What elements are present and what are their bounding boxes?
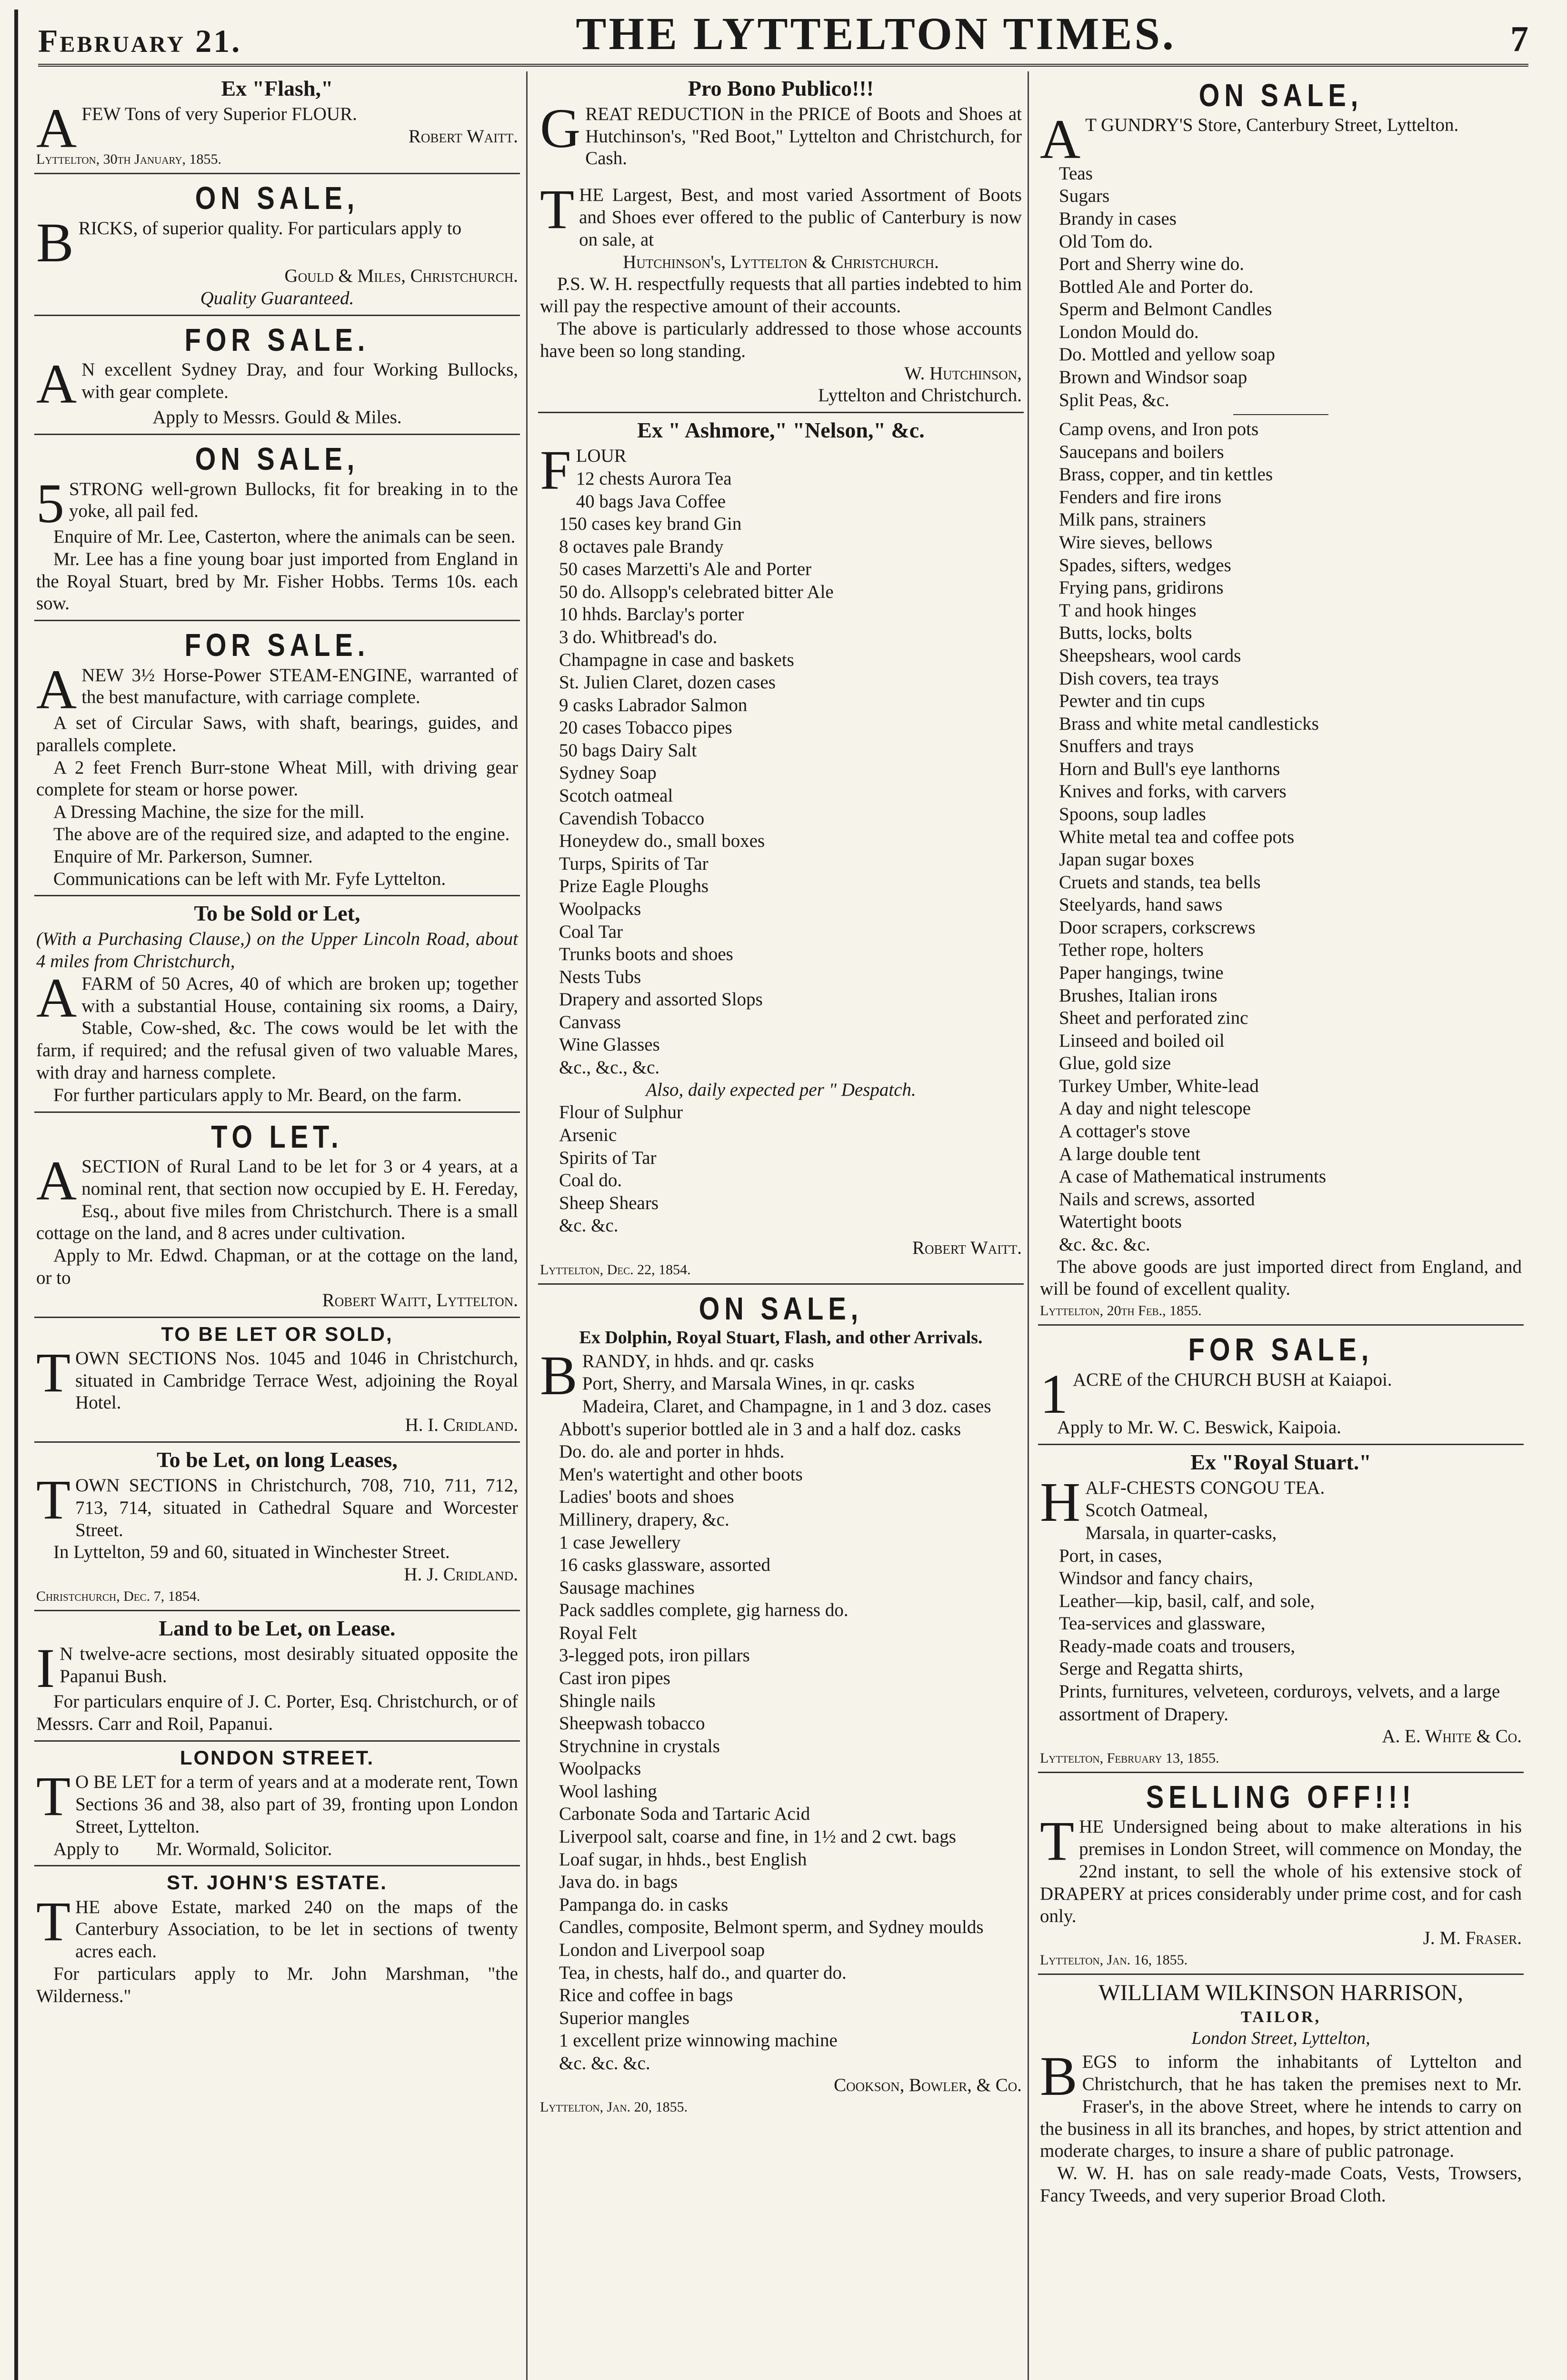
- list-item: A case of Mathematical instruments: [1059, 1166, 1327, 1187]
- ad-heading: Ex "Royal Stuart.": [1190, 1449, 1371, 1474]
- ad-body: N excellent Sydney Dray, and four Working Bullocks, with gear complete.: [81, 359, 518, 402]
- drop-cap: T: [1040, 1810, 1075, 1873]
- drop-cap: A: [36, 353, 77, 416]
- list-item: Woolpacks: [559, 1758, 641, 1779]
- list-item: Wire sieves, bellows: [1059, 532, 1213, 553]
- ad-bricks: [34, 174, 520, 316]
- list-item: Saucepans and boilers: [1059, 441, 1224, 462]
- list-item: Sperm and Belmont Candles: [1059, 299, 1272, 320]
- ad-paragraph: The above goods are just imported direct from England, and will be found of excellent quality.: [1040, 1256, 1522, 1299]
- list-item: Champagne in case and baskets: [559, 649, 794, 670]
- ad-body: N twelve-acre sections, most desirably situated opposite the Papanui Bush.: [60, 1643, 518, 1686]
- ad-paragraph: For particulars apply to Mr. John Marshman, "the Wilderness.": [36, 1964, 518, 2006]
- drop-cap: T: [36, 1468, 71, 1531]
- ad-list-first: ALF-CHESTS CONGOU TEA.: [1085, 1477, 1325, 1498]
- list-item: Pewter and tin cups: [1059, 691, 1205, 712]
- list-item: Men's watertight and other boots: [559, 1464, 803, 1485]
- ad-paragraph: A Dressing Machine, the size for the mill.: [53, 802, 365, 823]
- list-item: 1 case Jewellery: [559, 1532, 681, 1553]
- page-number: 7: [1510, 19, 1528, 59]
- ad-also: Also, daily expected per " Despatch.: [646, 1079, 916, 1100]
- list-item: Split Peas, &c.: [1059, 389, 1169, 410]
- list-item: Brushes, Italian irons: [1059, 985, 1218, 1006]
- column-divider: [1028, 71, 1029, 2380]
- list-item: Loaf sugar, in hhds., best English: [559, 1849, 807, 1870]
- list-item: Coal do.: [559, 1170, 622, 1191]
- list-item: Glue, gold size: [1059, 1053, 1171, 1074]
- ad-signature: J. M. Fraser.: [1423, 1928, 1522, 1949]
- column-2: [538, 71, 1024, 2380]
- drop-cap: I: [36, 1636, 55, 1699]
- ad-heading: TO BE LET OR SOLD,: [161, 1322, 393, 1345]
- ad-selling-off: [1038, 1773, 1524, 1975]
- drop-cap: F: [540, 439, 571, 502]
- masthead: [38, 8, 1528, 67]
- list-item: Dish covers, tea trays: [1059, 668, 1219, 689]
- list-item: 10 hhds. Barclay's porter: [559, 604, 744, 625]
- list-item: 9 casks Labrador Salmon: [559, 694, 748, 715]
- list-item: Horn and Bull's eye lanthorns: [1059, 758, 1280, 779]
- list-item: Sugars: [1059, 186, 1110, 207]
- list-item: Flour of Sulphur: [559, 1102, 683, 1123]
- ad-body: FEW Tons of very Superior FLOUR.: [81, 103, 357, 124]
- ad-signature: Cookson, Bowler, & Co.: [834, 2075, 1022, 2096]
- ad-subheading: London Street, Lyttelton,: [1191, 2028, 1370, 2049]
- ad-paragraph: Communications can be left with Mr. Fyfe Lyttelton.: [53, 868, 446, 889]
- list-item: 12 chests Aurora Tea: [576, 468, 732, 489]
- drop-cap: 5: [36, 472, 64, 535]
- ad-subheading: (With a Purchasing Clause,) on the Upper Lincoln Road, about 4 miles from Christchurch,: [36, 929, 518, 972]
- ad-date: Lyttelton, Jan. 20, 1855.: [540, 2099, 688, 2115]
- list-item: Scotch Oatmeal,: [1085, 1500, 1208, 1521]
- ad-heading: ON SALE,: [1198, 77, 1363, 113]
- ad-paragraph: In Lyttelton, 59 and 60, situated in Winchester Street.: [53, 1542, 450, 1563]
- list-item: Sausage machines: [559, 1577, 695, 1598]
- list-item: Sheep Shears: [559, 1192, 659, 1213]
- list-item: Camp ovens, and Iron pots: [1059, 419, 1259, 440]
- ad-london-street: [34, 1742, 520, 1866]
- ad-body: STRONG well-grown Bullocks, fit for breaking in to the yoke, all pail fed.: [69, 478, 518, 522]
- list-item: 8 octaves pale Brandy: [559, 536, 724, 557]
- list-item: Cruets and stands, tea bells: [1059, 872, 1261, 892]
- ad-st-johns-estate: [34, 1866, 520, 2012]
- ad-paragraph: Mr. Lee has a fine young boar just imported from England in the Royal Stuart, bred by Mr. Fisher Hobbs. Terms 10s. each sow.: [36, 548, 518, 614]
- list-item: Millinery, drapery, &c.: [559, 1509, 729, 1530]
- ad-signature: Lyttelton and Christchurch.: [818, 385, 1022, 406]
- list-item: Old Tom do.: [1059, 231, 1153, 252]
- ad-body: T GUNDRY'S Store, Canterbury Street, Lyttelton.: [1085, 115, 1459, 136]
- ad-paragraph: For further particulars apply to Mr. Beard, on the farm.: [53, 1084, 462, 1105]
- list-item: Drapery and assorted Slops: [559, 989, 763, 1010]
- left-margin-rule: [14, 10, 18, 2380]
- drop-cap: T: [36, 1765, 71, 1828]
- ad-date: Lyttelton, Jan. 16, 1855.: [1040, 1952, 1188, 1968]
- ad-farm: [34, 896, 520, 1112]
- drop-cap: A: [1040, 108, 1081, 171]
- newspaper-title: THE LYTTELTON TIMES.: [576, 8, 1176, 59]
- drop-cap: H: [1040, 1470, 1081, 1533]
- ad-date: Lyttelton, 20th Feb., 1855.: [1040, 1303, 1202, 1319]
- list-item: Woolpacks: [559, 898, 641, 919]
- ad-body: HE Undersigned being about to make alterations in his premises in London Street, will commence on Monday, the 22nd instant, to sell the whole of his extensive stock of DRAPERY at prices considerably under prime cost, and for cash only.: [1040, 1816, 1522, 1926]
- ad-body: OWN SECTIONS in Christchurch, 708, 710, 711, 712, 713, 714, situated in Cathedral Square and Worcester Street.: [75, 1475, 518, 1540]
- drop-cap: A: [36, 966, 77, 1029]
- list-item: London Mould do.: [1059, 321, 1199, 342]
- list-item: 50 cases Marzetti's Ale and Porter: [559, 559, 812, 580]
- list-item: T and hook hinges: [1059, 600, 1197, 621]
- list-item: Tea, in chests, half do., and quarter do.: [559, 1962, 847, 1983]
- list-item: Bottled Ale and Porter do.: [1059, 276, 1254, 297]
- list-item: Turkey Umber, White-lead: [1059, 1075, 1259, 1096]
- list-item: Brown and Windsor soap: [1059, 367, 1248, 387]
- ad-apply: Apply to Mr. Wormald, Solicitor.: [53, 1838, 332, 1859]
- list-item: Serge and Regatta shirts,: [1059, 1658, 1244, 1679]
- goods-list: [1040, 162, 1522, 411]
- ad-date: Lyttelton, Dec. 22, 1854.: [540, 1261, 691, 1278]
- drop-cap: T: [36, 1890, 71, 1953]
- ad-signature: Robert Waitt, Lyttelton.: [322, 1289, 518, 1310]
- list-item: Nests Tubs: [559, 966, 641, 987]
- list-item: Sydney Soap: [559, 763, 657, 783]
- list-item: Butts, locks, bolts: [1059, 623, 1192, 644]
- drop-cap: 1: [1040, 1362, 1068, 1425]
- goods-list: [540, 1101, 1022, 1237]
- ad-royal-stuart: [1038, 1445, 1524, 1773]
- list-item: 1 excellent prize winnowing machine: [559, 2030, 838, 2051]
- ad-body: REAT REDUCTION in the PRICE of Boots and Shoes at Hutchinson's, "Red Boot," Lyttelton and Christchurch, for Cash.: [585, 103, 1022, 169]
- list-item: 3 do. Whitbread's do.: [559, 626, 718, 647]
- ad-heading: Ex "Flash,": [221, 76, 333, 100]
- list-item: Watertight boots: [1059, 1211, 1182, 1232]
- list-item: Madeira, Claret, and Champagne, in 1 and 3 doz. cases: [582, 1396, 991, 1417]
- ad-signature: Robert Waitt.: [912, 1237, 1022, 1258]
- ad-dolphin-arrivals: [538, 1285, 1024, 2121]
- ad-heading: To be Sold or Let,: [194, 901, 360, 926]
- list-item: Ladies' boots and shoes: [559, 1487, 734, 1507]
- list-item: Teas: [1059, 163, 1093, 184]
- list-item: London and Liverpool soap: [559, 1939, 765, 1960]
- list-item: Port, Sherry, and Marsala Wines, in qr. casks: [582, 1373, 915, 1394]
- ad-heading: ON SALE,: [195, 179, 359, 216]
- list-item: 3-legged pots, iron pillars: [559, 1645, 750, 1666]
- ad-bullocks: [34, 435, 520, 621]
- list-item: Candles, composite, Belmont sperm, and Sydney moulds: [559, 1917, 984, 1938]
- ad-ashmore-nelson: [538, 413, 1024, 1284]
- ad-heading: Ex " Ashmore," "Nelson," &c.: [637, 418, 925, 443]
- list-item: Spades, sifters, wedges: [1059, 555, 1231, 575]
- list-item: Ready-made coats and trousers,: [1059, 1636, 1295, 1656]
- list-item: 150 cases key brand Gin: [559, 514, 742, 535]
- ad-paragraph: W. W. H. has on sale ready-made Coats, Vests, Trowsers, Fancy Tweeds, and very superior Broad Cloth.: [1040, 2163, 1522, 2206]
- ad-town-sections-sold: [34, 1318, 520, 1443]
- list-item: Liverpool salt, coarse and fine, in 1½ and 2 cwt. bags: [559, 1826, 956, 1847]
- ad-paragraph: For particulars enquire of J. C. Porter, Esq. Christchurch, or of Messrs. Carr and Roil, Papanui.: [36, 1691, 518, 1735]
- list-item: Snuffers and trays: [1059, 736, 1194, 757]
- drop-cap: B: [540, 1344, 578, 1407]
- goods-list: [540, 467, 1022, 1079]
- ad-heading: FOR SALE.: [184, 321, 370, 357]
- list-item: Cast iron pipes: [559, 1668, 670, 1688]
- ad-paragraph: HE Largest, Best, and most varied Assortment of Boots and Shoes ever offered to the public of Canterbury is now on sale, at: [579, 185, 1022, 250]
- ad-heading: FOR SALE,: [1188, 1331, 1374, 1368]
- ad-body: FARM of 50 Acres, 40 of which are broken up; together with a substantial House, containing six rooms, a Dairy, Stable, Cow-shed, &c. The cows would be let with the farm, if required; and the refusal given of two valuable Mares, with dray and harness complete.: [36, 973, 518, 1083]
- ad-heading: TO LET.: [211, 1118, 343, 1154]
- ad-heading: LONDON STREET.: [180, 1746, 375, 1769]
- list-item: 20 cases Tobacco pipes: [559, 717, 732, 738]
- list-item: 40 bags Java Coffee: [576, 491, 726, 512]
- list-item: Spoons, soup ladles: [1059, 803, 1206, 824]
- ad-church-bush: [1038, 1326, 1524, 1445]
- ad-flash-flour: [34, 71, 520, 174]
- column-3: [1038, 71, 1524, 2380]
- list-item: Honeydew do., small boxes: [559, 831, 765, 852]
- list-item: Paper hangings, twine: [1059, 962, 1224, 983]
- list-item: &c. &c. &c.: [559, 2053, 650, 2073]
- goods-list: [1040, 1499, 1522, 1726]
- ad-apply: Apply to Messrs. Gould & Miles.: [152, 407, 402, 428]
- list-item: Sheepshears, wool cards: [1059, 645, 1241, 666]
- list-item: Port and Sherry wine do.: [1059, 254, 1244, 275]
- list-item: Tea-services and glassware,: [1059, 1613, 1266, 1634]
- list-item: Trunks boots and shoes: [559, 944, 733, 965]
- ad-body: RICKS, of superior quality. For particulars apply to: [78, 218, 462, 238]
- ad-heading: ON SALE,: [195, 440, 359, 477]
- ad-paragraph: The above are of the required size, and adapted to the engine.: [53, 823, 510, 844]
- list-item: 50 bags Dairy Salt: [559, 740, 697, 761]
- ad-subheading: Ex Dolphin, Royal Stuart, Flash, and other Arrivals.: [579, 1328, 983, 1348]
- list-item: A day and night telescope: [1059, 1098, 1251, 1119]
- goods-list: [1040, 418, 1522, 1256]
- list-item: Port, in cases,: [1059, 1545, 1162, 1566]
- ad-body: HE above Estate, marked 240 on the maps of the Canterbury Association, to be let in sections of twenty acres each.: [75, 1896, 518, 1962]
- ad-body: NEW 3½ Horse-Power STEAM-ENGINE, warranted of the best manufacture, with carriage complete.: [81, 664, 518, 708]
- ad-paragraph: A set of Circular Saws, with shaft, bearings, guides, and parallels complete.: [36, 712, 518, 755]
- ad-date: Lyttelton, 30th January, 1855.: [36, 151, 221, 168]
- list-item: Do. do. ale and porter in hhds.: [559, 1441, 785, 1462]
- ad-signature: W. Hutchinson,: [904, 363, 1022, 384]
- list-item: Marsala, in quarter-casks,: [1085, 1522, 1277, 1543]
- list-item: Japan sugar boxes: [1059, 849, 1194, 870]
- list-item: Pack saddles complete, gig harness do.: [559, 1600, 848, 1621]
- ad-paragraph: P.S. W. H. respectfully requests that all parties indebted to him will pay the respective amount of their accounts.: [540, 274, 1022, 317]
- list-item: Wine Glasses: [559, 1034, 660, 1055]
- column-divider: [526, 71, 528, 2380]
- ad-signature: H. I. Cridland.: [405, 1415, 518, 1436]
- list-item: &c. &c. &c.: [1059, 1234, 1150, 1255]
- list-item: Royal Felt: [559, 1622, 637, 1643]
- drop-cap: A: [36, 97, 77, 159]
- ad-paragraph: The above is particularly addressed to those whose accounts have been so long standing.: [540, 318, 1022, 361]
- list-item: Arsenic: [559, 1124, 617, 1145]
- list-item: White metal tea and coffee pots: [1059, 826, 1295, 847]
- ad-paragraph: A 2 feet French Burr-stone Wheat Mill, with driving gear complete for steam or horse power.: [36, 757, 518, 800]
- list-item: Sheepwash tobacco: [559, 1713, 705, 1734]
- ad-body: EGS to inform the inhabitants of Lyttelton and Christchurch, that he has taken the premises next to Mr. Fraser's, in the above Street, where he intends to carry on the business in all its branches, and hopes, by strict attention and moderate charges, to insure a share of public patronage.: [1040, 2052, 1522, 2162]
- list-item: Wool lashing: [559, 1781, 657, 1802]
- ad-paragraph: Apply to Mr. Edwd. Chapman, or at the cottage on the land, or to: [36, 1245, 518, 1288]
- list-item: Brandy in cases: [1059, 208, 1177, 229]
- list-item: Frying pans, gridirons: [1059, 577, 1224, 598]
- list-item: Superior mangles: [559, 2007, 690, 2028]
- ad-body: O BE LET for a term of years and at a moderate rent, Town Sections 36 and 38, also part of 39, fronting upon London Street, Lyttelton.: [75, 1772, 518, 1837]
- ad-pro-bono-publico: [538, 71, 1024, 413]
- list-item: Cavendish Tobacco: [559, 808, 705, 829]
- list-item: &c. &c.: [559, 1215, 619, 1236]
- ad-signature: H. J. Cridland.: [404, 1564, 518, 1585]
- list-item: Carbonate Soda and Tartaric Acid: [559, 1804, 810, 1825]
- ad-signature: Robert Waitt.: [409, 126, 518, 147]
- ad-paragraph: Hutchinson's, Lyttelton & Christchurch.: [623, 251, 939, 272]
- list-item: Brass and white metal candlesticks: [1059, 713, 1319, 734]
- list-item: Rice and coffee in bags: [559, 1985, 733, 2006]
- column-1: [34, 71, 520, 2380]
- list-item: A cottager's stove: [1059, 1121, 1190, 1142]
- ad-note: Quality Guaranteed.: [200, 288, 354, 308]
- ad-harrison-tailor: [1038, 1975, 1524, 2212]
- ad-body: SECTION of Rural Land to be let for 3 or 4 years, at a nominal rent, that section now occupied by E. H. Fereday, Esq., about five miles from Christchurch. There is a small cottage on the land, and 8 acres under cultivation.: [36, 1156, 518, 1244]
- ad-paragraph: Enquire of Mr. Lee, Casterton, where the animals can be seen.: [53, 526, 516, 547]
- list-item: Fenders and fire irons: [1059, 486, 1222, 507]
- ad-heading: Land to be Let, on Lease.: [159, 1616, 396, 1640]
- list-item: &c., &c., &c.: [559, 1057, 660, 1078]
- ad-list-first: RANDY, in hhds. and qr. casks: [582, 1350, 814, 1371]
- ad-date: Lyttelton, February 13, 1855.: [1040, 1750, 1219, 1766]
- ad-heading: ON SALE,: [699, 1290, 863, 1326]
- list-item: Door scrapers, corkscrews: [1059, 917, 1256, 938]
- list-item: Linseed and boiled oil: [1059, 1030, 1225, 1051]
- ad-paragraph: Enquire of Mr. Parkerson, Sumner.: [53, 846, 313, 867]
- list-item: Java do. in bags: [559, 1872, 678, 1893]
- list-item: Do. Mottled and yellow soap: [1059, 344, 1275, 365]
- drop-cap: B: [1040, 2045, 1078, 2108]
- drop-cap: G: [540, 97, 581, 159]
- list-item: Leather—kip, basil, calf, and sole,: [1059, 1590, 1315, 1611]
- ad-heading: SELLING OFF!!!: [1146, 1778, 1416, 1815]
- ad-heading: WILLIAM WILKINSON HARRISON,: [1098, 1980, 1463, 2006]
- drop-cap: A: [36, 1150, 77, 1212]
- ad-body: OWN SECTIONS Nos. 1045 and 1046 in Christchurch, situated in Cambridge Terrace West, adjoining the Royal Hotel.: [75, 1348, 518, 1413]
- ad-date: Christchurch, Dec. 7, 1854.: [36, 1588, 200, 1604]
- drop-cap: A: [36, 658, 77, 721]
- list-item: Sheet and perforated zinc: [1059, 1008, 1248, 1029]
- list-item: St. Julien Claret, dozen cases: [559, 672, 776, 693]
- list-item: Shingle nails: [559, 1690, 656, 1711]
- ad-signature: Gould & Miles, Christchurch.: [284, 266, 518, 287]
- list-item: Pampanga do. in casks: [559, 1894, 729, 1915]
- ad-body: ACRE of the CHURCH BUSH at Kaiapoi.: [1073, 1369, 1392, 1390]
- list-item: Spirits of Tar: [559, 1147, 657, 1168]
- list-item: Scotch oatmeal: [559, 785, 673, 806]
- ad-heading: To be Let, on long Leases,: [157, 1448, 398, 1472]
- ad-signature: A. E. White & Co.: [1382, 1726, 1522, 1747]
- ad-subheading: TAILOR,: [1240, 2008, 1321, 2026]
- list-item: Canvass: [559, 1012, 621, 1032]
- ad-steam-engine: [34, 621, 520, 896]
- goods-list: [540, 1372, 1022, 2074]
- list-item: Windsor and fancy chairs,: [1059, 1568, 1253, 1589]
- list-item: Prints, furnitures, velveteen, corduroys, velvets, and a large assortment of Drapery.: [1059, 1681, 1500, 1725]
- ad-heading: FOR SALE.: [184, 626, 370, 663]
- list-item: Knives and forks, with carvers: [1059, 781, 1287, 802]
- list-item: Steelyards, hand saws: [1059, 894, 1223, 915]
- list-item: Coal Tar: [559, 921, 623, 942]
- list-item: 50 do. Allsopp's celebrated bitter Ale: [559, 581, 834, 602]
- ad-apply: Apply to Mr. W. C. Beswick, Kaipoia.: [1057, 1417, 1341, 1438]
- ad-heading: Pro Bono Publico!!!: [688, 76, 874, 100]
- ad-list-first: LOUR: [576, 446, 627, 466]
- ad-heading: ST. JOHN'S ESTATE.: [167, 1871, 388, 1894]
- drop-cap: T: [540, 178, 575, 241]
- ad-long-leases: [34, 1443, 520, 1611]
- issue-date: February 21.: [38, 23, 242, 59]
- list-item: Milk pans, strainers: [1059, 509, 1206, 530]
- list-item: Abbott's superior bottled ale in 3 and a half doz. casks: [559, 1418, 961, 1439]
- drop-cap: B: [36, 211, 74, 274]
- list-item: 16 casks glassware, assorted: [559, 1555, 771, 1576]
- list-item: Tether rope, holters: [1059, 940, 1204, 961]
- list-item: Strychnine in crystals: [559, 1735, 720, 1756]
- list-item: Turps, Spirits of Tar: [559, 853, 709, 874]
- ad-to-let: [34, 1113, 520, 1318]
- ad-land-lease: [34, 1611, 520, 1742]
- list-item: Nails and screws, assorted: [1059, 1189, 1255, 1210]
- ad-sydney-dray: [34, 316, 520, 436]
- list-item: A large double tent: [1059, 1143, 1201, 1164]
- ad-gundrys-store: [1038, 71, 1524, 1326]
- list-item: Prize Eagle Ploughs: [559, 876, 709, 897]
- drop-cap: T: [36, 1341, 71, 1404]
- list-item: Brass, copper, and tin kettles: [1059, 464, 1273, 485]
